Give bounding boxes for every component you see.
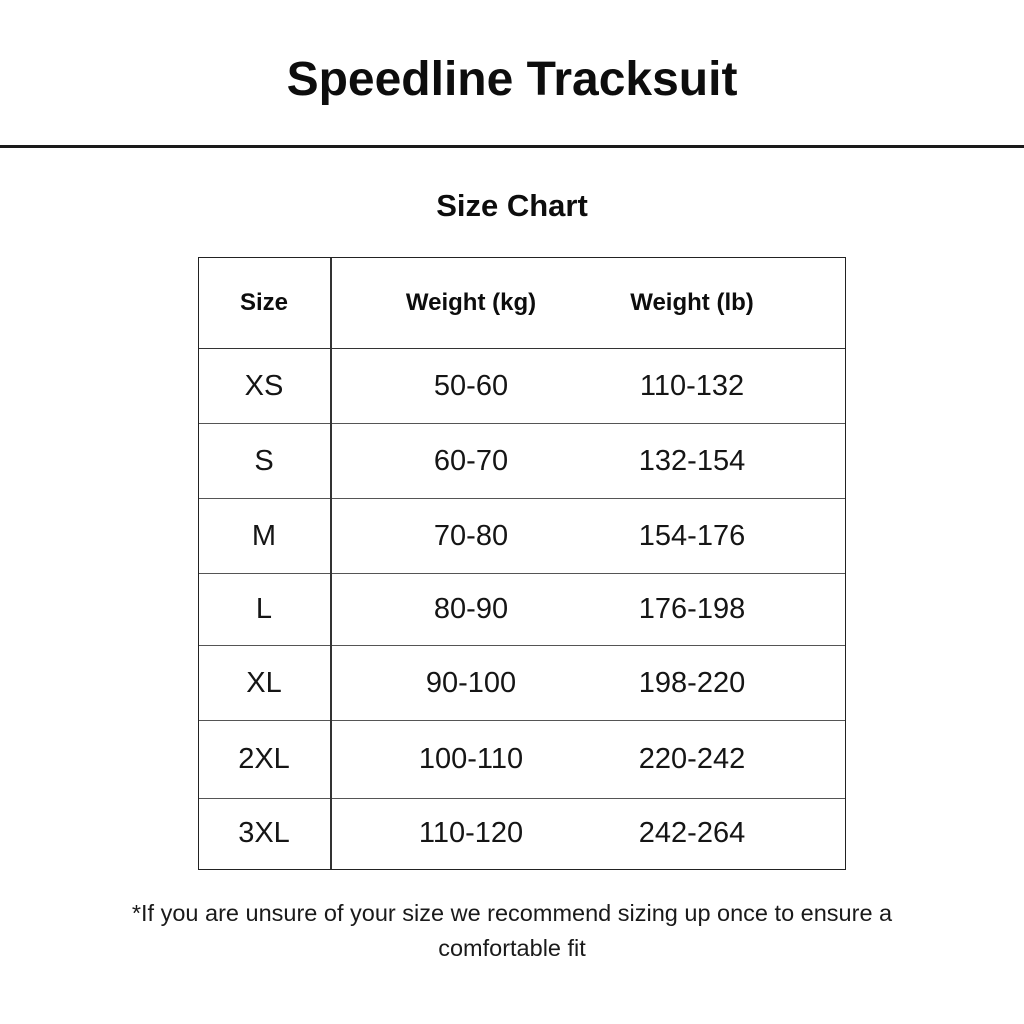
size-cell: S [254,444,274,477]
table-row [198,574,846,646]
weight-lb-cell: 220-242 [638,743,746,775]
sizing-footnote: *If you are unsure of your size we recommend sizing up once to ensure a comfortable fit [131,900,893,961]
weight-kg-cell: 100-110 [418,743,524,775]
weight-lb-cell: 132-154 [638,444,746,477]
weight-lb-cell: 110-132 [639,369,745,402]
size-cell: XL [246,666,282,699]
column-header-spacer [772,257,846,349]
weight-lb-cell: 154-176 [638,519,746,552]
table-row [198,424,846,499]
table-row [198,349,846,424]
size-cell: 2XL [238,743,290,775]
weight-kg-cell: 60-70 [433,444,509,477]
weight-kg-cell: 110-120 [418,817,524,850]
table-row [198,799,846,869]
weight-lb-cell: 198-220 [638,666,746,699]
table-header-row [198,257,846,349]
weight-lb-cell: 176-198 [638,593,746,625]
size-chart-heading: Size Chart [436,188,588,223]
table-row [198,646,846,721]
size-chart-table [198,257,846,869]
weight-kg-cell: 80-90 [433,593,509,625]
column-header-weight-lb: Weight (lb) [612,257,772,349]
size-cell: 3XL [238,817,290,850]
spacer-cell [772,424,846,499]
spacer-cell [772,349,846,424]
weight-kg-cell: 90-100 [425,666,517,699]
spacer-cell [772,721,846,799]
table-row [198,499,846,574]
size-cell: L [255,593,273,625]
column-header-weight-kg: Weight (kg) [330,257,612,349]
size-cell: XS [244,369,284,402]
weight-kg-cell: 70-80 [433,519,509,552]
spacer-cell [772,499,846,574]
spacer-cell [772,799,846,869]
table-row [198,721,846,799]
weight-lb-cell: 242-264 [638,817,746,850]
size-cell: M [251,519,277,552]
page-title: Speedline Tracksuit [286,53,738,106]
weight-kg-cell: 50-60 [433,369,509,402]
title-divider [0,145,1024,148]
spacer-cell [772,646,846,721]
column-header-size: Size [198,257,330,349]
spacer-cell [772,574,846,646]
